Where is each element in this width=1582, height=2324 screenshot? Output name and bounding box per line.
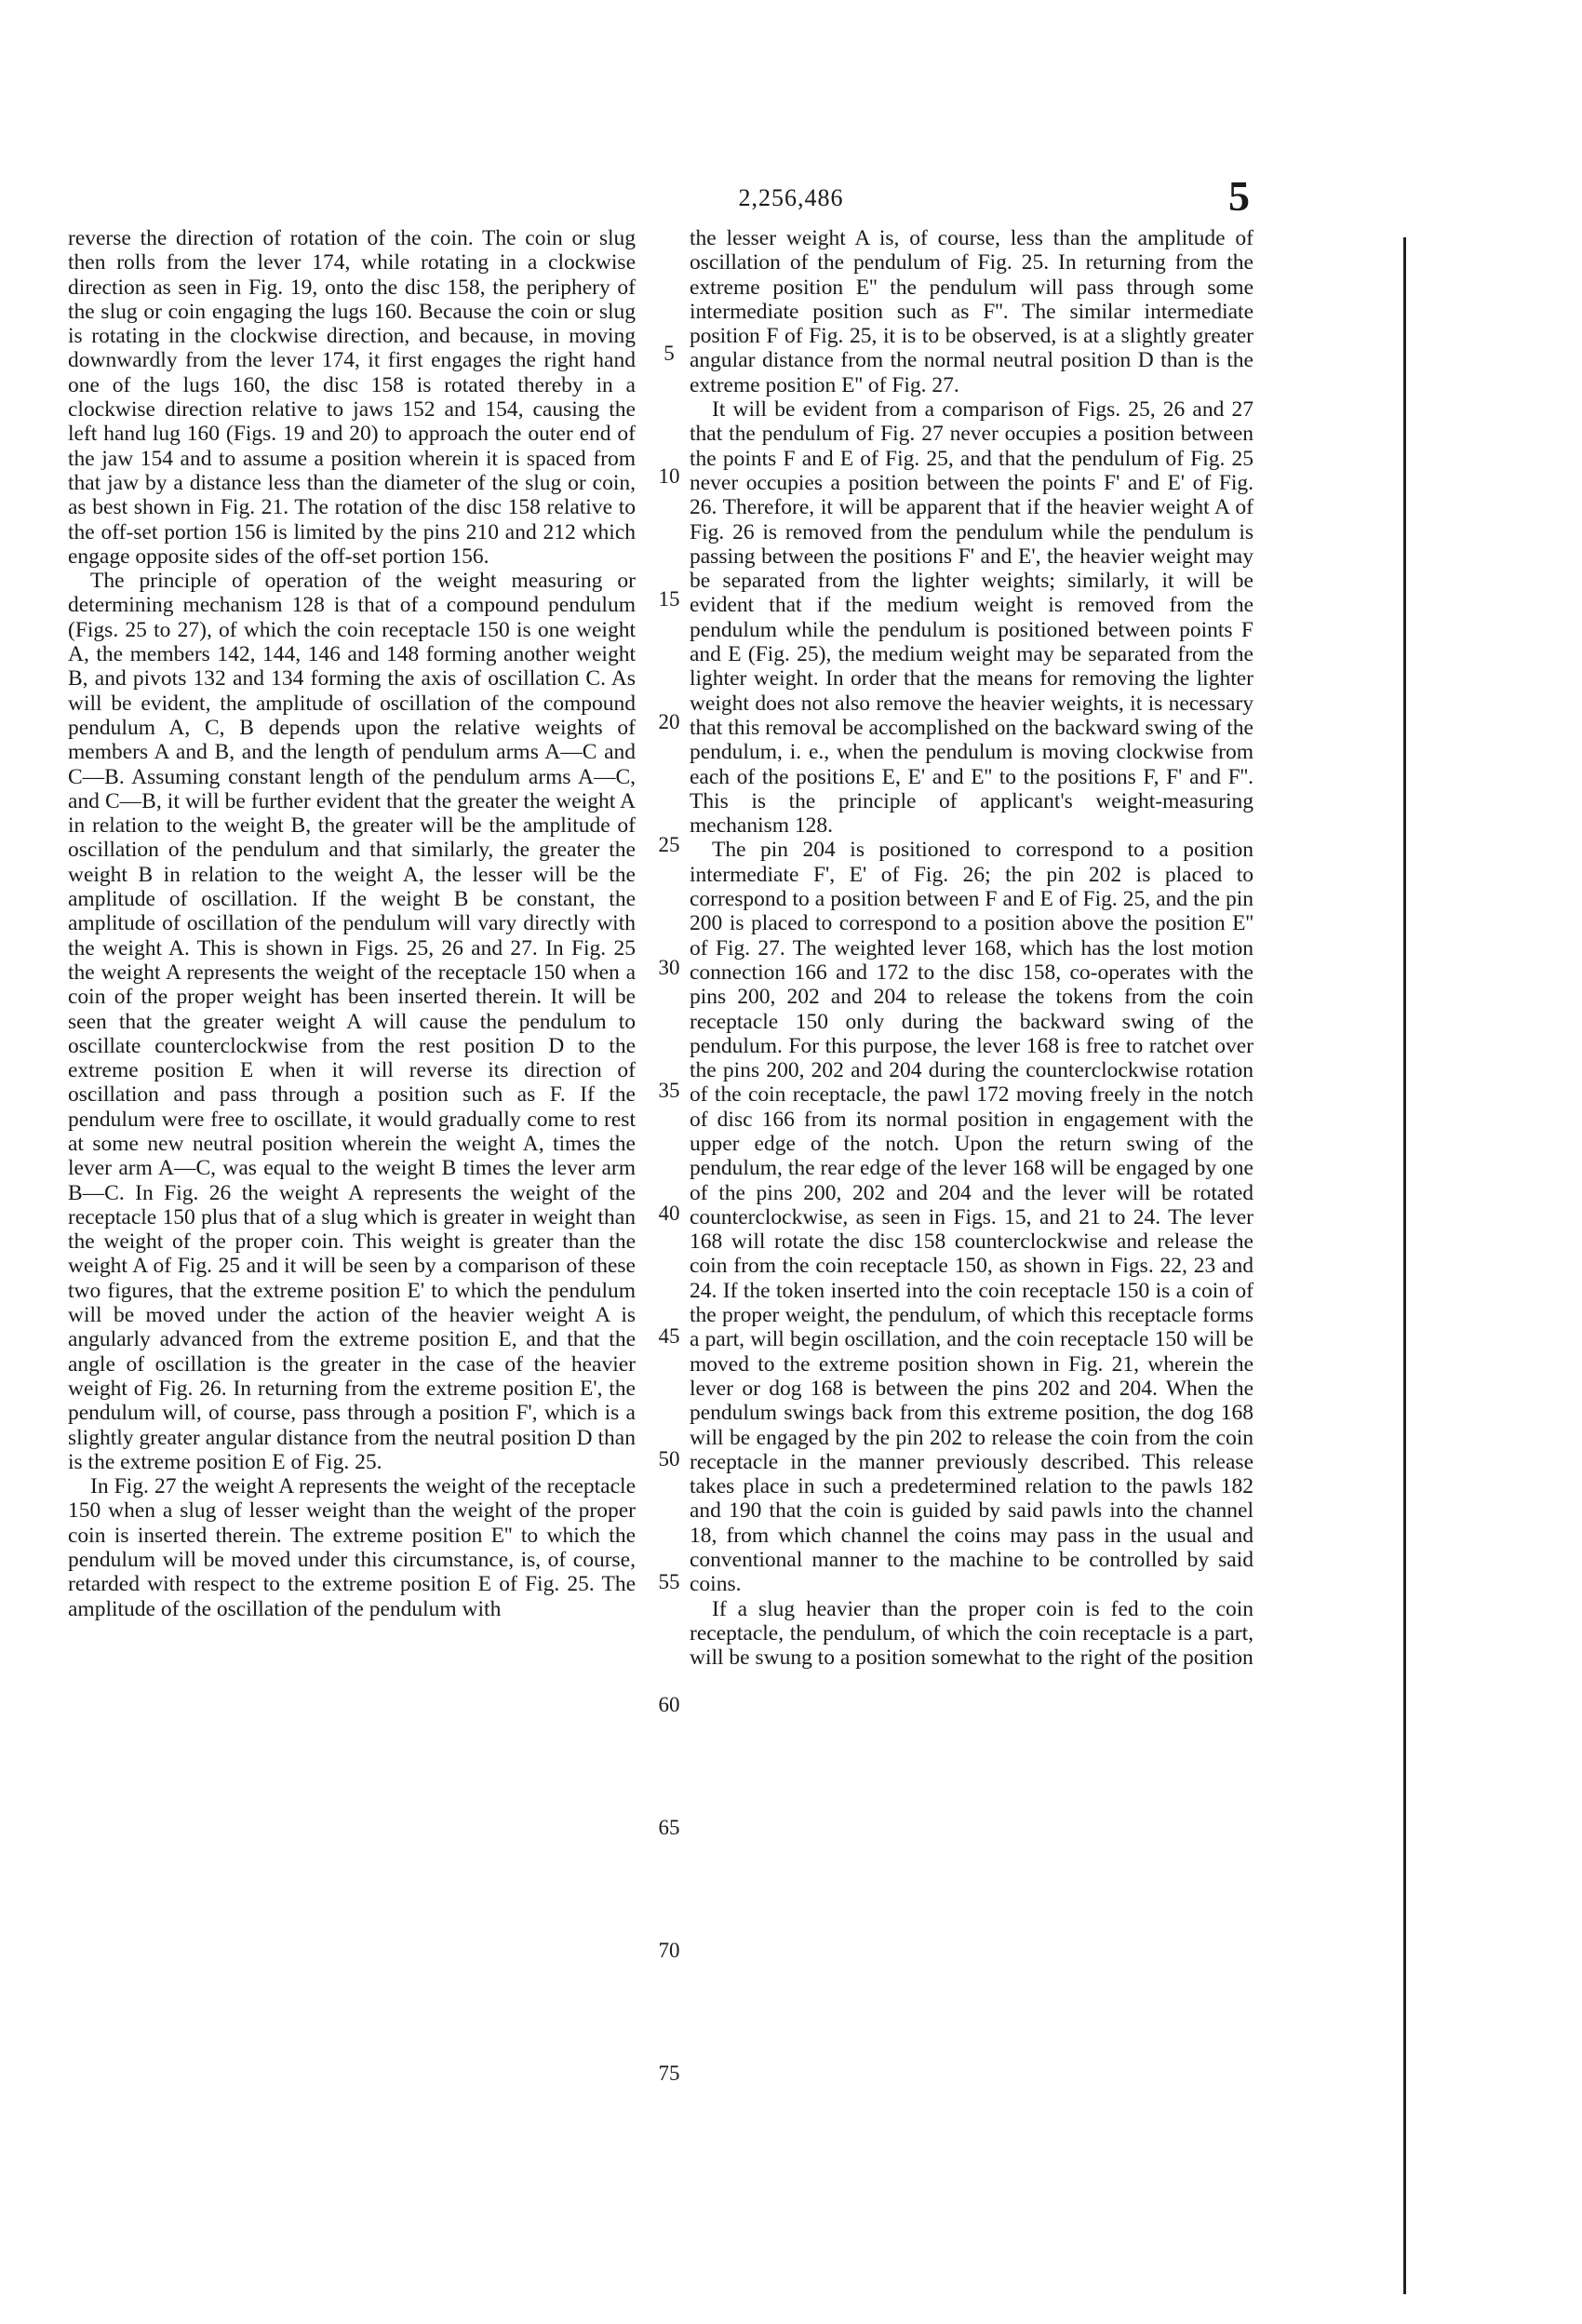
line-number: 65 <box>658 1816 680 1839</box>
line-number: 20 <box>658 710 680 733</box>
page-number: 5 <box>1228 172 1250 220</box>
line-number: 40 <box>658 1202 680 1225</box>
line-number: 70 <box>658 1939 680 1962</box>
line-number: 10 <box>658 464 680 488</box>
paragraph: In Fig. 27 the weight A represents the weight of the receptacle 150 when a slug of lesser weight than the weight of the proper coin is inserted therein. The extreme position E'' to which the pendulum will be moved under this circumstance, is, of course, retarded with respect to the extreme position E of Fig. 25. The amplitude of the oscillation of the pendulum with <box>68 1474 636 1621</box>
line-number: 75 <box>658 2062 680 2085</box>
line-number: 5 <box>664 342 675 365</box>
left-column <box>68 226 636 1621</box>
right-column <box>690 226 1254 1671</box>
scan-edge-rule <box>1403 237 1406 2294</box>
line-number: 25 <box>658 833 680 856</box>
paragraph: The pin 204 is positioned to correspond to a position intermediate F', E' of Fig. 26; the pin 202 is placed to correspond to a position between F and E of Fig. 25, and the pin 200 is placed to correspond to a position above the position E'' of Fig. 27. The weighted lever 168, which has the lost motion connection 166 and 172 to the disc 158, co-operates with the pins 200, 202 and 204 to release the tokens from the coin receptacle 150 only during the backward swing of the pendulum. For this purpose, the lever 168 is free to ratchet over the pins 200, 202 and 204 during the counterclockwise rotation of the coin receptacle, the pawl 172 moving freely in the notch of disc 166 from its normal position in engagement with the upper edge of the notch. Upon the return swing of the pendulum, the rear edge of the lever 168 will be engaged by one of the pins 200, 202 and 204 and the lever will be rotated counterclockwise, as seen in Figs. 15, and 21 to 24. The lever 168 will rotate the disc 158 counterclockwise and release the coin from the coin receptacle 150, as shown in Figs. 22, 23 and 24. If the token inserted into the coin receptacle 150 is a coin of the proper weight, the pendulum, of which this receptacle forms a part, will begin oscillation, and the coin receptacle 150 will be moved to the extreme position shown in Fig. 21, wherein the lever or dog 168 is between the pins 202 and 204. When the pendulum swings back from this extreme position, the dog 168 will be engaged by the pin 202 to release the coin from the coin receptacle in the manner previously described. This release takes place in such a predetermined relation to the pawls 182 and 190 that the coin is guided by said pawls into the channel 18, from which channel the coins may pass in the usual and conventional manner to the machine to be controlled by said coins. <box>690 838 1254 1597</box>
line-number: 30 <box>658 956 680 979</box>
line-number: 50 <box>658 1447 680 1471</box>
line-number: 55 <box>658 1570 680 1593</box>
paragraph: the lesser weight A is, of course, less than the amplitude of oscillation of the pendulum of Fig. 25. In returning from the extreme position E'' the pendulum will pass through some intermediate position such as F''. The similar intermediate position F of Fig. 25, it is to be observed, is at a slightly greater angular distance from the normal neutral position D than is the extreme position E'' of Fig. 27. <box>690 226 1254 397</box>
paragraph: If a slug heavier than the proper coin is fed to the coin receptacle, the pendulum, of which the coin receptacle is a part, will be swung to a position somewhat to the right of the position <box>690 1596 1254 1671</box>
line-number: 45 <box>658 1324 680 1348</box>
paragraph: reverse the direction of rotation of the coin. The coin or slug then rolls from the lever 174, while rotating in a clockwise direction as seen in Fig. 19, onto the disc 158, the periphery of the slug or coin engaging the lugs 160. Because the coin or slug is rotating in the clockwise direction, and because, in moving downwardly from the lever 174, it first engages the right hand one of the lugs 160, the disc 158 is rotated thereby in a clockwise direction relative to jaws 152 and 154, causing the left hand lug 160 (Figs. 19 and 20) to approach the outer end of the jaw 154 and to assume a position wherein it is spaced from that jaw by a distance less than the diameter of the slug or coin, as best shown in Fig. 21. The rotation of the disc 158 relative to the off-set portion 156 is limited by the pins 210 and 212 which engage opposite sides of the off-set portion 156. <box>68 226 636 569</box>
line-number: 15 <box>658 587 680 611</box>
line-number: 35 <box>658 1079 680 1102</box>
paragraph: It will be evident from a comparison of Figs. 25, 26 and 27 that the pendulum of Fig. 27 never occupies a position between the points F and E of Fig. 25, and that the pendulum of Fig. 25 never occupies a position between the points F' and E' of Fig. 26. Therefore, it will be apparent that if the heavier weight A of Fig. 26 is removed from the pendulum while the pendulum is passing between the positions F' and E', the heavier weight may be separated from the lighter weights; similarly, it will be evident that if the medium weight is removed from the pendulum while the pendulum is positioned between points F and E (Fig. 25), the medium weight may be separated from the lighter weight. In order that the means for removing the lighter weight does not also remove the heavier weights, it is necessary that this removal be accomplished on the backward swing of the pendulum, i. e., when the pendulum is moving clockwise from each of the positions E, E' and E'' to the positions F, F' and F''. This is the principle of applicant's weight-measuring mechanism 128. <box>690 397 1254 839</box>
paragraph: The principle of operation of the weight measuring or determining mechanism 128 is that of a compound pendulum (Figs. 25 to 27), of which the coin receptacle 150 is one weight A, the members 142, 144, 146 and 148 forming another weight B, and pivots 132 and 134 forming the axis of oscillation C. As will be evident, the amplitude of oscillation of the compound pendulum A, C, B depends upon the relative weights of members A and B, and the length of pendulum arms A—C and C—B. Assuming constant length of the pendulum arms A—C, and C—B, it will be further evident that the greater the weight A in relation to the weight B, the greater will be the amplitude of oscillation of the pendulum and that similarly, the greater the weight B in relation to the weight A, the lesser will be the amplitude of oscillation. If the weight B be constant, the amplitude of oscillation of the pendulum will vary directly with the weight A. This is shown in Figs. 25, 26 and 27. In Fig. 25 the weight A represents the weight of the receptacle 150 when a coin of the proper weight has been inserted therein. It will be seen that the greater weight A will cause the pendulum to oscillate counterclockwise from the rest position D to the extreme position E when it will reverse its direction of oscillation and pass through a position such as F. If the pendulum were free to oscillate, it would gradually come to rest at some new neutral position wherein the weight A, times the lever arm A—C, was equal to the weight B times the lever arm B—C. In Fig. 26 the weight A represents the weight of the receptacle 150 plus that of a slug which is greater in weight than the weight of the proper coin. This weight is greater than the weight A of Fig. 25 and it will be seen by a comparison of these two figures, that the extreme position E' to which the pendulum will be moved under the action of the heavier weight A is angularly advanced from the extreme position E, and that the angle of oscillation is the greater in the case of the heavier weight of Fig. 26. In returning from the extreme position E', the pendulum will, of course, pass through a position F', which is a slightly greater angular distance from the neutral position D than is the extreme position E of Fig. 25. <box>68 569 636 1474</box>
line-number: 60 <box>658 1693 680 1716</box>
patent-number: 2,256,486 <box>738 184 844 211</box>
